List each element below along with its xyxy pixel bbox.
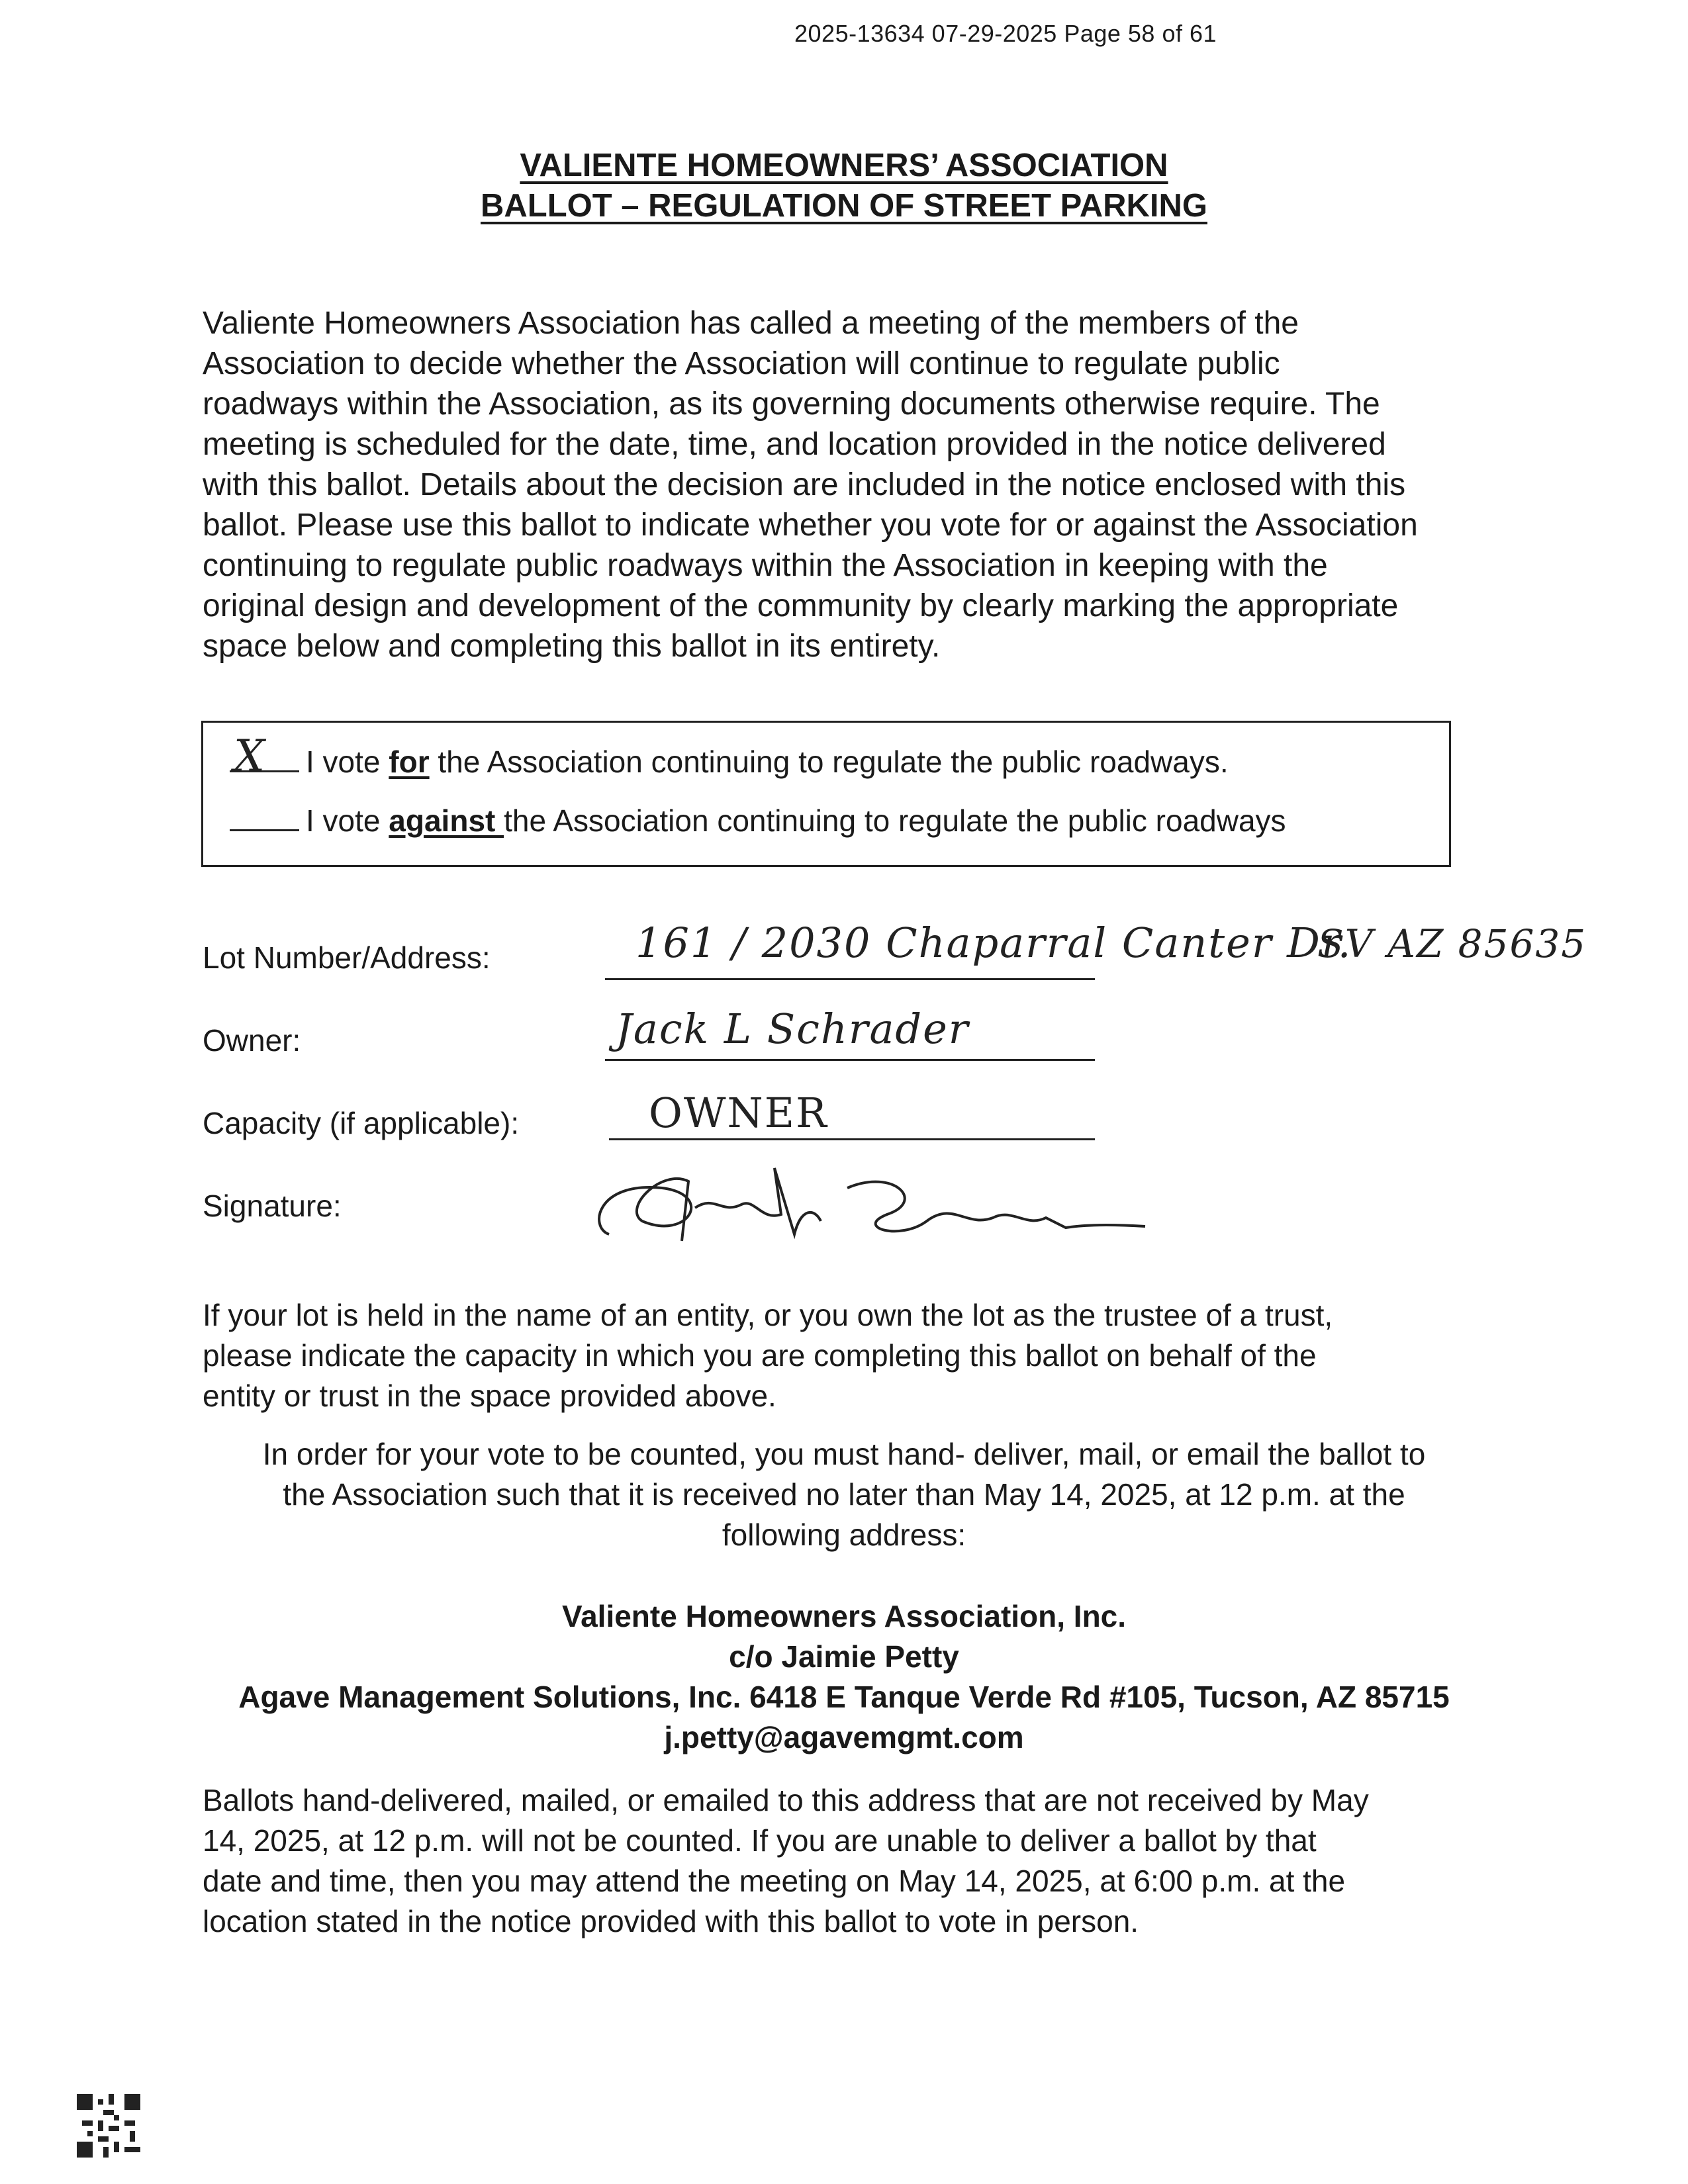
intro-paragraph xyxy=(203,303,1493,666)
vote-for-blank[interactable] xyxy=(230,731,299,782)
owner-value[interactable]: Jack L Schrader xyxy=(616,1005,970,1053)
signature-stroke xyxy=(695,1168,821,1234)
intro-line: space below and completing this ballot in its entirety. xyxy=(203,629,941,664)
lot-address-extra: SV AZ 85635 xyxy=(1317,921,1587,966)
intro-line: roadways within the Association, as its governing documents otherwise require. The xyxy=(203,387,1380,422)
address-line: c/o Jaimie Petty xyxy=(729,1639,959,1674)
vote-against-prefix: I vote xyxy=(306,803,389,838)
signature-stroke xyxy=(599,1179,691,1241)
signature-stroke xyxy=(847,1182,1145,1232)
title-line-2: BALLOT – REGULATION OF STREET PARKING xyxy=(481,188,1207,224)
closing-paragraph xyxy=(203,1780,1493,1942)
delivery-note xyxy=(0,1434,1688,1555)
delivery-note-line: In order for your vote to be counted, you must hand- deliver, mail, or email the ballot to xyxy=(262,1437,1426,1471)
vote-for-prefix: I vote xyxy=(306,745,389,779)
address-line: Valiente Homeowners Association, Inc. xyxy=(561,1599,1127,1633)
capacity-value[interactable]: OWNER xyxy=(649,1089,828,1137)
vote-for-mark: X xyxy=(234,731,266,782)
qr-code-icon xyxy=(77,2094,140,2158)
closing-line: location stated in the notice provided with this ballot to vote in person. xyxy=(203,1904,1139,1938)
signature-image[interactable] xyxy=(583,1142,1152,1261)
delivery-note-line: the Association such that it is received no later than May 14, 2025, at 12 p.m. at the xyxy=(283,1477,1405,1512)
title-line-1: VALIENTE HOMEOWNERS’ ASSOCIATION xyxy=(520,148,1168,183)
intro-line: ballot. Please use this ballot to indicate whether you vote for or against the Association xyxy=(203,508,1418,543)
signature-label: Signature: xyxy=(203,1189,342,1223)
address-line: Agave Management Solutions, Inc. 6418 E Tanque Verde Rd #105, Tucson, AZ 85715 xyxy=(238,1680,1450,1714)
vote-against-option[interactable] xyxy=(230,803,1286,839)
lot-address-label: Lot Number/Address: xyxy=(203,940,491,975)
closing-line: Ballots hand-delivered, mailed, or emailed to this address that are not received by May xyxy=(203,1783,1369,1817)
entity-note-line: entity or trust in the space provided above. xyxy=(203,1379,776,1413)
vote-for-keyword: for xyxy=(389,745,430,779)
vote-against-blank[interactable] xyxy=(230,803,299,831)
mailing-address xyxy=(0,1596,1688,1758)
intro-line: original design and development of the community by clearly marking the appropriate xyxy=(203,588,1399,623)
vote-for-option[interactable] xyxy=(230,731,1229,782)
vote-for-text: the Association continuing to regulate the public roadways. xyxy=(429,745,1229,779)
lot-address-line xyxy=(605,978,1095,980)
intro-line: with this ballot. Details about the decision are included in the notice enclosed with this xyxy=(203,467,1406,502)
delivery-note-line: following address: xyxy=(722,1518,966,1552)
intro-line: Valiente Homeowners Association has called a meeting of the members of the xyxy=(203,306,1299,341)
vote-against-text: the Association continuing to regulate the public roadways xyxy=(504,803,1286,838)
entity-note xyxy=(203,1295,1493,1416)
intro-line: continuing to regulate public roadways within the Association in keeping with the xyxy=(203,548,1328,583)
intro-line: meeting is scheduled for the date, time, and location provided in the notice delivered xyxy=(203,427,1386,462)
entity-note-line: If your lot is held in the name of an entity, or you own the lot as the trustee of a trust, xyxy=(203,1298,1333,1332)
capacity-line xyxy=(609,1138,1095,1140)
vote-box xyxy=(201,721,1451,867)
closing-line: 14, 2025, at 12 p.m. will not be counted. If you are unable to deliver a ballot by that xyxy=(203,1823,1317,1858)
document-stamp: 2025-13634 07-29-2025 Page 58 of 61 xyxy=(794,20,1217,47)
lot-address-value[interactable]: 161 / 2030 Chaparral Canter Dr. xyxy=(635,919,1352,967)
owner-line xyxy=(605,1059,1095,1061)
entity-note-line: please indicate the capacity in which you are completing this ballot on behalf of the xyxy=(203,1338,1317,1373)
vote-against-keyword: against xyxy=(389,803,504,838)
email-link[interactable]: j.petty@agavemgmt.com xyxy=(664,1720,1024,1754)
intro-line: Association to decide whether the Association will continue to regulate public xyxy=(203,346,1280,381)
capacity-label: Capacity (if applicable): xyxy=(203,1106,520,1140)
closing-line: date and time, then you may attend the meeting on May 14, 2025, at 6:00 p.m. at the xyxy=(203,1864,1346,1898)
owner-label: Owner: xyxy=(203,1023,301,1058)
